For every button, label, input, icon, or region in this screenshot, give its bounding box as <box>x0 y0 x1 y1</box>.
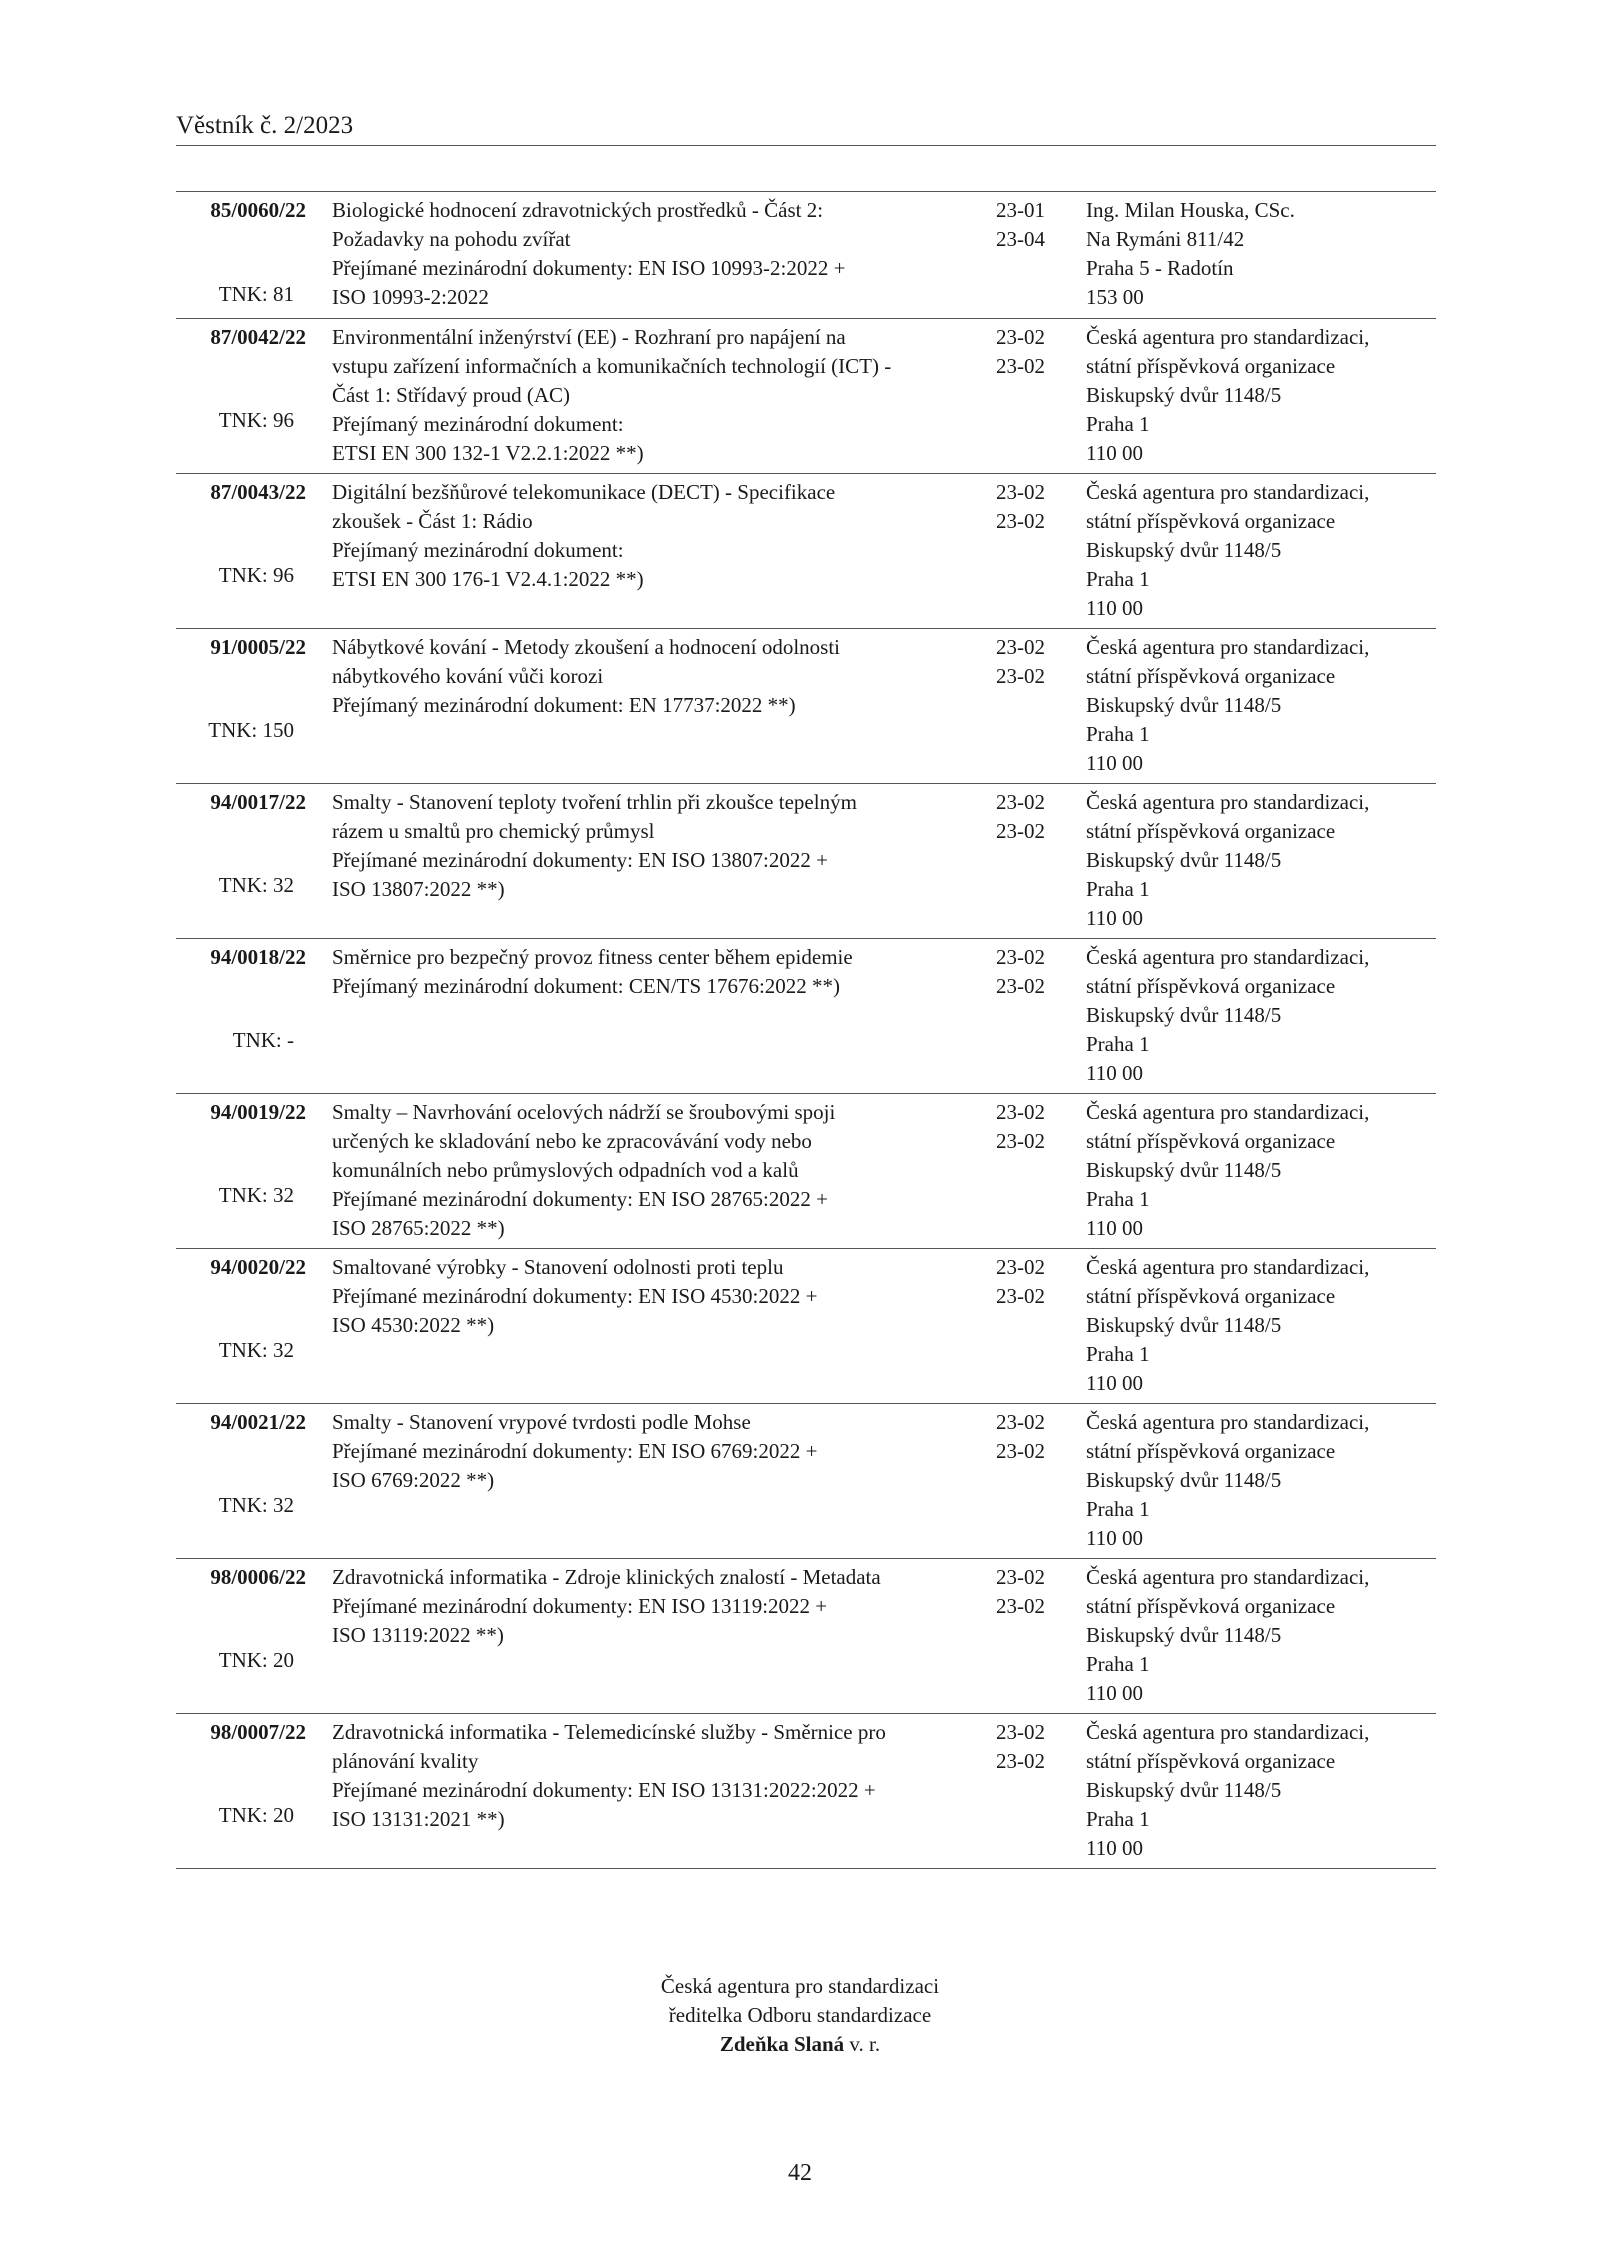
tnk-label: TNK: 20 <box>218 1648 294 1672</box>
address-line: Na Rymáni 811/42 <box>1086 227 1245 251</box>
description-line: Požadavky na pohodu zvířat <box>332 227 571 251</box>
address-line: Česká agentura pro standardizaci, <box>1086 945 1370 969</box>
address-line: 110 00 <box>1086 441 1143 465</box>
address-line: Biskupský dvůr 1148/5 <box>1086 1158 1282 1182</box>
address-column <box>1086 1408 1436 1553</box>
tnk-label: TNK: 32 <box>218 1183 294 1207</box>
address-line: Česká agentura pro standardizaci, <box>1086 635 1370 659</box>
description-line: Přejímané mezinárodní dokumenty: EN ISO 13807:2022 + <box>332 848 828 872</box>
standard-number: 87/0042/22 <box>210 325 306 349</box>
signature-name: Zdeňka Slaná <box>719 2032 845 2056</box>
address-line: Biskupský dvůr 1148/5 <box>1086 848 1282 872</box>
address-line: státní příspěvková organizace <box>1086 354 1336 378</box>
description-line: Smalty - Stanovení vrypové tvrdosti podle Mohse <box>332 1410 751 1434</box>
table-row <box>176 1249 1436 1404</box>
description-line: Digitální bezšňůrové telekomunikace (DECT) - Specifikace <box>332 480 836 504</box>
date-column <box>996 1563 1066 1621</box>
date-line: 23-02 <box>996 1720 1045 1744</box>
address-line: Praha 1 <box>1086 412 1150 436</box>
date-column <box>996 1408 1066 1466</box>
address-line: Praha 1 <box>1086 1032 1150 1056</box>
date-column <box>996 196 1066 254</box>
date-column <box>996 788 1066 846</box>
description-line: ETSI EN 300 132-1 V2.2.1:2022 **) <box>332 441 644 465</box>
description-line: ISO 13807:2022 **) <box>332 877 505 901</box>
description-column <box>332 478 982 594</box>
address-line: Biskupský dvůr 1148/5 <box>1086 693 1282 717</box>
page-number: 42 <box>788 2160 812 2186</box>
address-line: Česká agentura pro standardizaci, <box>1086 325 1370 349</box>
address-line: 110 00 <box>1086 1216 1143 1240</box>
standard-number: 94/0018/22 <box>210 945 306 969</box>
address-line: Česká agentura pro standardizaci, <box>1086 1100 1370 1124</box>
table-row <box>176 1714 1436 1869</box>
tnk-label: TNK: 32 <box>218 873 294 897</box>
description-line: zkoušek - Část 1: Rádio <box>332 509 533 533</box>
date-column <box>996 1098 1066 1156</box>
address-line: státní příspěvková organizace <box>1086 819 1336 843</box>
address-line: státní příspěvková organizace <box>1086 1129 1336 1153</box>
description-column <box>332 943 982 1001</box>
date-line: 23-02 <box>996 1284 1045 1308</box>
address-column <box>1086 788 1436 933</box>
description-line: Přejímané mezinárodní dokumenty: EN ISO 6769:2022 + <box>332 1439 818 1463</box>
address-line: Biskupský dvůr 1148/5 <box>1086 1468 1282 1492</box>
date-line: 23-02 <box>996 1100 1045 1124</box>
date-line: 23-02 <box>996 1410 1045 1434</box>
address-line: státní příspěvková organizace <box>1086 664 1336 688</box>
date-line: 23-01 <box>996 198 1045 222</box>
description-column <box>332 1718 982 1834</box>
address-column <box>1086 196 1436 312</box>
address-line: Praha 5 - Radotín <box>1086 256 1234 280</box>
tnk-label: TNK: - <box>232 1028 294 1052</box>
address-column <box>1086 1253 1436 1398</box>
standard-number: 98/0006/22 <box>210 1565 306 1589</box>
description-line: Smalty – Navrhování ocelových nádrží se šroubovými spoji <box>332 1100 836 1124</box>
tnk-label: TNK: 81 <box>218 282 294 306</box>
date-line: 23-02 <box>996 509 1045 533</box>
standard-number: 98/0007/22 <box>210 1720 306 1744</box>
date-column <box>996 1253 1066 1311</box>
date-line: 23-02 <box>996 480 1045 504</box>
date-column <box>996 633 1066 691</box>
date-line: 23-02 <box>996 635 1045 659</box>
description-line: Přejímané mezinárodní dokumenty: EN ISO 13131:2022:2022 + <box>332 1778 876 1802</box>
address-line: Česká agentura pro standardizaci, <box>1086 790 1370 814</box>
address-line: Biskupský dvůr 1148/5 <box>1086 383 1282 407</box>
date-line: 23-02 <box>996 664 1045 688</box>
address-line: Česká agentura pro standardizaci, <box>1086 1410 1370 1434</box>
address-column <box>1086 1563 1436 1708</box>
address-column <box>1086 1718 1436 1863</box>
table-row <box>176 1094 1436 1249</box>
table-row <box>176 474 1436 629</box>
date-line: 23-02 <box>996 354 1045 378</box>
description-line: ETSI EN 300 176-1 V2.4.1:2022 **) <box>332 567 644 591</box>
description-line: komunálních nebo průmyslových odpadních vod a kalů <box>332 1158 799 1182</box>
address-line: Praha 1 <box>1086 877 1150 901</box>
table-row <box>176 192 1436 319</box>
description-line: Smaltované výrobky - Stanovení odolnosti proti teplu <box>332 1255 784 1279</box>
description-line: ISO 13131:2021 **) <box>332 1807 505 1831</box>
description-line: Část 1: Střídavý proud (AC) <box>332 383 570 407</box>
standards-table <box>176 192 1436 1869</box>
table-row <box>176 939 1436 1094</box>
description-column <box>332 1253 982 1340</box>
address-line: Ing. Milan Houska, CSc. <box>1086 198 1295 222</box>
address-line: Biskupský dvůr 1148/5 <box>1086 1778 1282 1802</box>
date-line: 23-02 <box>996 1594 1045 1618</box>
address-line: Biskupský dvůr 1148/5 <box>1086 538 1282 562</box>
table-row <box>176 1559 1436 1714</box>
description-line: rázem u smaltů pro chemický průmysl <box>332 819 655 843</box>
description-column <box>332 323 982 468</box>
address-column <box>1086 633 1436 778</box>
standard-number: 91/0005/22 <box>210 635 306 659</box>
table-row <box>176 629 1436 784</box>
address-line: Praha 1 <box>1086 1187 1150 1211</box>
description-line: ISO 10993-2:2022 <box>332 285 489 309</box>
standard-number: 94/0019/22 <box>210 1100 306 1124</box>
description-line: Přejímaný mezinárodní dokument: CEN/TS 17676:2022 **) <box>332 974 841 998</box>
address-line: Česká agentura pro standardizaci, <box>1086 1720 1370 1744</box>
address-line: státní příspěvková organizace <box>1086 1284 1336 1308</box>
address-line: 110 00 <box>1086 751 1143 775</box>
description-line: Přejímané mezinárodní dokumenty: EN ISO 10993-2:2022 + <box>332 256 846 280</box>
address-line: 110 00 <box>1086 1836 1143 1860</box>
date-line: 23-02 <box>996 819 1045 843</box>
tnk-label: TNK: 96 <box>218 563 294 587</box>
signature-suffix: v. r. <box>849 2032 881 2056</box>
description-column <box>332 196 982 312</box>
standard-number: 94/0017/22 <box>210 790 306 814</box>
description-line: Environmentální inženýrství (EE) - Rozhraní pro napájení na <box>332 325 846 349</box>
standard-number: 94/0021/22 <box>210 1410 306 1434</box>
tnk-label: TNK: 32 <box>218 1338 294 1362</box>
address-line: státní příspěvková organizace <box>1086 1594 1336 1618</box>
address-line: Biskupský dvůr 1148/5 <box>1086 1623 1282 1647</box>
address-column <box>1086 1098 1436 1243</box>
address-column <box>1086 478 1436 623</box>
signature-org: Česká agentura pro standardizaci <box>660 1974 940 1998</box>
address-line: Praha 1 <box>1086 1497 1150 1521</box>
description-line: Zdravotnická informatika - Telemedicínské služby - Směrnice pro <box>332 1720 886 1744</box>
date-column <box>996 478 1066 536</box>
date-line: 23-02 <box>996 1749 1045 1773</box>
date-line: 23-04 <box>996 227 1045 251</box>
address-line: 110 00 <box>1086 1526 1143 1550</box>
description-line: vstupu zařízení informačních a komunikačních technologií (ICT) - <box>332 354 892 378</box>
date-line: 23-02 <box>996 974 1045 998</box>
description-line: Zdravotnická informatika - Zdroje klinických znalostí - Metadata <box>332 1565 881 1589</box>
signature-role: ředitelka Odboru standardizace <box>668 2003 932 2027</box>
signature-block <box>0 1972 1600 2059</box>
description-line: Přejímaný mezinárodní dokument: EN 17737:2022 **) <box>332 693 796 717</box>
description-line: Směrnice pro bezpečný provoz fitness center během epidemie <box>332 945 853 969</box>
address-column <box>1086 943 1436 1088</box>
date-column <box>996 943 1066 1001</box>
address-line: státní příspěvková organizace <box>1086 1439 1336 1463</box>
description-line: ISO 28765:2022 **) <box>332 1216 505 1240</box>
description-line: plánování kvality <box>332 1749 479 1773</box>
address-line: Praha 1 <box>1086 567 1150 591</box>
tnk-label: TNK: 20 <box>218 1803 294 1827</box>
description-line: Přejímaný mezinárodní dokument: <box>332 538 624 562</box>
date-column <box>996 323 1066 381</box>
description-line: ISO 13119:2022 **) <box>332 1623 504 1647</box>
address-line: Česká agentura pro standardizaci, <box>1086 1565 1370 1589</box>
address-line: Biskupský dvůr 1148/5 <box>1086 1003 1282 1027</box>
address-line: státní příspěvková organizace <box>1086 974 1336 998</box>
description-line: ISO 4530:2022 **) <box>332 1313 495 1337</box>
table-row <box>176 1404 1436 1559</box>
description-line: Přejímané mezinárodní dokumenty: EN ISO 4530:2022 + <box>332 1284 818 1308</box>
address-line: 153 00 <box>1086 285 1144 309</box>
date-line: 23-02 <box>996 1255 1045 1279</box>
address-line: Česká agentura pro standardizaci, <box>1086 480 1370 504</box>
description-column <box>332 633 982 720</box>
description-line: Přejímaný mezinárodní dokument: <box>332 412 624 436</box>
date-line: 23-02 <box>996 790 1045 814</box>
description-column <box>332 788 982 904</box>
tnk-label: TNK: 96 <box>218 408 294 432</box>
address-line: 110 00 <box>1086 1681 1143 1705</box>
address-line: Praha 1 <box>1086 722 1150 746</box>
address-line: státní příspěvková organizace <box>1086 1749 1336 1773</box>
address-line: Praha 1 <box>1086 1807 1150 1831</box>
description-column <box>332 1563 982 1650</box>
standard-number: 87/0043/22 <box>210 480 306 504</box>
date-line: 23-02 <box>996 1439 1045 1463</box>
description-line: ISO 6769:2022 **) <box>332 1468 495 1492</box>
address-line: 110 00 <box>1086 906 1143 930</box>
description-line: Smalty - Stanovení teploty tvoření trhlin při zkoušce tepelným <box>332 790 857 814</box>
header-rule <box>176 145 1436 146</box>
address-line: 110 00 <box>1086 1061 1143 1085</box>
date-line: 23-02 <box>996 945 1045 969</box>
address-line: Praha 1 <box>1086 1342 1150 1366</box>
date-column <box>996 1718 1066 1776</box>
signature-line <box>0 2030 1600 2059</box>
description-line: Biologické hodnocení zdravotnických prostředků - Část 2: <box>332 198 824 222</box>
table-row <box>176 319 1436 474</box>
address-line: Biskupský dvůr 1148/5 <box>1086 1313 1282 1337</box>
address-line: 110 00 <box>1086 596 1143 620</box>
description-column <box>332 1098 982 1243</box>
page-header-title: Věstník č. 2/2023 <box>176 112 354 139</box>
description-column <box>332 1408 982 1495</box>
address-line: Česká agentura pro standardizaci, <box>1086 1255 1370 1279</box>
description-line: Nábytkové kování - Metody zkoušení a hodnocení odolnosti <box>332 635 840 659</box>
date-line: 23-02 <box>996 1565 1045 1589</box>
address-line: 110 00 <box>1086 1371 1143 1395</box>
address-line: Praha 1 <box>1086 1652 1150 1676</box>
standard-number: 85/0060/22 <box>210 198 306 222</box>
description-line: Přejímané mezinárodní dokumenty: EN ISO 28765:2022 + <box>332 1187 828 1211</box>
date-line: 23-02 <box>996 1129 1045 1153</box>
date-line: 23-02 <box>996 325 1045 349</box>
standard-number: 94/0020/22 <box>210 1255 306 1279</box>
tnk-label: TNK: 32 <box>218 1493 294 1517</box>
description-line: nábytkového kování vůči korozi <box>332 664 604 688</box>
tnk-label: TNK: 150 <box>208 718 294 742</box>
table-row <box>176 784 1436 939</box>
address-line: státní příspěvková organizace <box>1086 509 1336 533</box>
description-line: určených ke skladování nebo ke zpracovávání vody nebo <box>332 1129 812 1153</box>
description-line: Přejímané mezinárodní dokumenty: EN ISO 13119:2022 + <box>332 1594 828 1618</box>
address-column <box>1086 323 1436 468</box>
